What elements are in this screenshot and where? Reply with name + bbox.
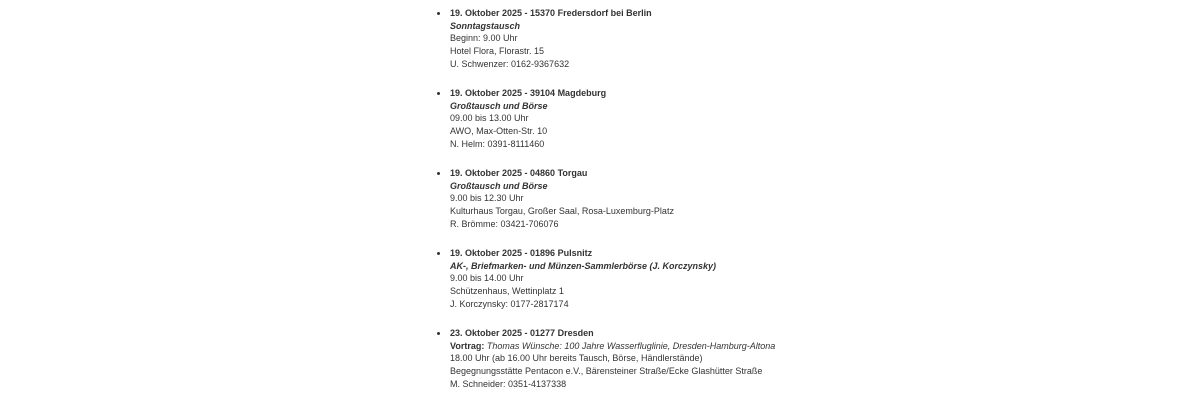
event-date-location: 19. Oktober 2025 - 39104 Magdeburg: [450, 88, 607, 99]
event-time: 9.00 bis 14.00 Uhr: [450, 273, 524, 284]
event-type-label: Sonntagstausch: [450, 20, 521, 31]
bullet-icon: [437, 92, 440, 95]
event-venue: Begegnungsstätte Pentacon e.V., Bärensteiner Straße/Ecke Glashütter Straße: [450, 366, 763, 377]
event-type: [450, 340, 780, 353]
event-item: [450, 327, 780, 391]
event-type-label: Thomas Wünsche: 100 Jahre Wasserfluglinie, Dresden-Hamburg-Altona: [486, 340, 776, 351]
event-contact: N. Helm: 0391-8111460: [450, 138, 545, 149]
event-type-label: Großtausch und Börse: [450, 180, 548, 191]
event-type: [450, 20, 780, 33]
event-contact: R. Brömme: 03421-706076: [450, 218, 559, 229]
event-date-location: 23. Oktober 2025 - 01277 Dresden: [450, 328, 594, 339]
event-item: [450, 7, 780, 71]
event-contact: J. Korczynsky: 0177-2817174: [450, 298, 569, 309]
event-date-location: 19. Oktober 2025 - 01896 Pulsnitz: [450, 248, 593, 259]
event-type-label: Großtausch und Börse: [450, 100, 548, 111]
event-time: Beginn: 9.00 Uhr: [450, 33, 518, 44]
event-venue: Schützenhaus, Wettinplatz 1: [450, 286, 564, 297]
bullet-icon: [437, 332, 440, 335]
event-type-label: AK-, Briefmarken- und Münzen-Sammlerbörse (J. Korczynsky): [450, 260, 717, 271]
event-venue: Hotel Flora, Florastr. 15: [450, 46, 545, 57]
event-type-prefix: Vortrag:: [450, 340, 487, 351]
event-item: [450, 87, 780, 151]
event-item: [450, 167, 780, 231]
event-contact: U. Schwenzer: 0162-9367632: [450, 58, 570, 69]
event-type: [450, 260, 780, 273]
event-venue: Kulturhaus Torgau, Großer Saal, Rosa-Luxemburg-Platz: [450, 206, 674, 217]
event-time: 18.00 Uhr (ab 16.00 Uhr bereits Tausch, Börse, Händlerstände): [450, 353, 703, 364]
event-type: [450, 100, 780, 113]
event-contact: M. Schneider: 0351-4137338: [450, 378, 567, 389]
bullet-icon: [437, 252, 440, 255]
event-venue: AWO, Max-Otten-Str. 10: [450, 126, 548, 137]
event-time: 09.00 bis 13.00 Uhr: [450, 113, 529, 124]
bullet-icon: [437, 172, 440, 175]
event-type: [450, 180, 780, 193]
event-time: 9.00 bis 12.30 Uhr: [450, 193, 524, 204]
event-item: [450, 247, 780, 311]
event-date-location: 19. Oktober 2025 - 04860 Torgau: [450, 168, 588, 179]
event-date-location: 19. Oktober 2025 - 15370 Fredersdorf bei Berlin: [450, 8, 652, 18]
bullet-icon: [437, 12, 440, 15]
event-list: [450, 7, 780, 407]
